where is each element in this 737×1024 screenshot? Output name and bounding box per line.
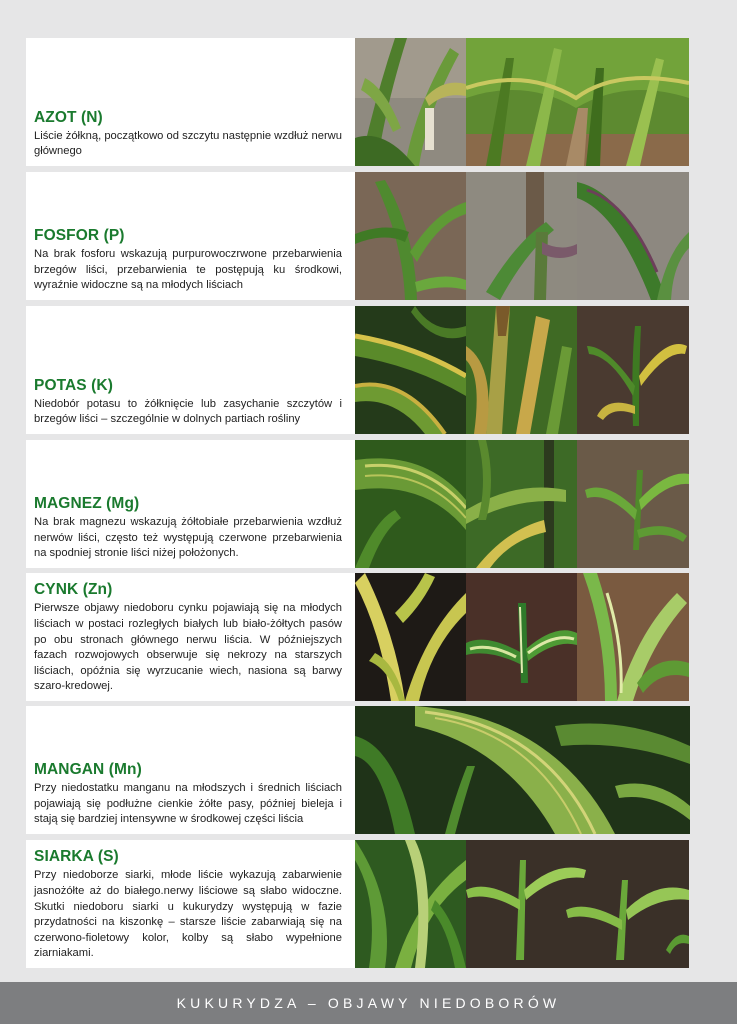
maize-stem-photo [466, 440, 577, 568]
section-title: SIARKA (S) [34, 848, 119, 866]
section-text [26, 706, 355, 834]
section-mangan [26, 706, 690, 834]
section-fosfor [26, 172, 690, 300]
section-text [26, 840, 355, 968]
pale-plant-photo [355, 840, 466, 968]
section-title: MANGAN (Mn) [34, 761, 142, 779]
striped-leaf-photo [355, 440, 466, 568]
young-plant-photo [577, 306, 689, 434]
footer-bar [0, 982, 737, 1024]
section-title: AZOT (N) [34, 108, 103, 126]
photo-strip [355, 840, 689, 968]
seedling-photo [577, 440, 689, 568]
section-title: MAGNEZ (Mg) [34, 495, 140, 513]
white-band-leaf-photo [466, 573, 577, 701]
purple-leaf-photo [577, 172, 689, 300]
pale-whorl-photo [577, 573, 689, 701]
section-text [26, 573, 355, 701]
section-magnez [26, 440, 690, 568]
maize-field-photo [466, 38, 689, 166]
photo-strip [355, 172, 689, 300]
section-siarka [26, 840, 690, 968]
photo-strip [355, 706, 690, 834]
dry-leaves-photo [466, 306, 577, 434]
photo-strip [355, 440, 689, 568]
section-description: Na brak fosforu wskazują purpurowoczrwone przebarwienia brzegów liści, przebarwienia te postępują ku środkowi, wyraźnie widoczne są na młodych liściach [34, 248, 342, 292]
section-description: Przy niedoborze siarki, młode liście wykazują zabarwienie jasnożółte aż do białego.nerwy liściowe są słabo widoczne. Skutki niedoboru siarki u kukurydzy występują w fazie przydatności na kiszonkę – starsze liście zabarwiają się na czerwono-fioletowy kolor, kolby są słabo wypełnione ziarniakami. [34, 869, 342, 960]
section-azot [26, 38, 690, 166]
section-cynk [26, 573, 690, 701]
section-description: Pierwsze objawy niedoboru cynku pojawiają się na młodych liściach w postaci rozległych białych lub biało-żółtych pasów po obu stronach głównego nerwu liścia. W późniejszych fazach rozwojowych obserwuje się nekrozy na starszych liściach, opóźnia się wyrzucanie wiech, nasiona są barwy szaro-kredowej. [34, 602, 342, 693]
section-description: Liście żółkną, początkowo od szczytu następnie wzdłuż nerwu głównego [34, 129, 342, 158]
photo-strip [355, 38, 689, 166]
photo-strip [355, 306, 689, 434]
section-description: Niedobór potasu to żółknięcie lub zasychanie szczytów i brzegów liści – szczególnie w dolnych partiach rośliny [34, 397, 342, 426]
section-text [26, 172, 355, 300]
striped-large-leaf-photo [355, 706, 690, 834]
section-title: FOSFOR (P) [34, 227, 125, 245]
section-text [26, 440, 355, 568]
young-maize-photo [355, 172, 466, 300]
section-title: POTAS (K) [34, 376, 113, 394]
section-description: Przy niedostatku manganu na młodszych i średnich liściach pojawiają się podłużne cienkie żółte pasy, później bieleja i stają się bardziej intensywne w środkowej części liścia [34, 782, 342, 826]
yellow-edge-leaf-photo [355, 306, 466, 434]
section-text [26, 38, 355, 166]
section-text [26, 306, 355, 434]
footer-title: KUKURYDZA – OBJAWY NIEDOBORÓW [176, 995, 561, 1011]
section-title: CYNK (Zn) [34, 581, 113, 599]
maize-leaves-photo [355, 38, 466, 166]
section-potas [26, 306, 690, 434]
seedling-row-photo [466, 840, 689, 968]
section-description: Na brak magnezu wskazują żółtobiałe przebarwienia wzdłuż nerwów liści, często też występują czerwone przebarwienia na spodniej stronie liści niżej położonych. [34, 516, 342, 560]
purple-stem-photo [466, 172, 577, 300]
yellow-leaves-photo [355, 573, 466, 701]
photo-strip [355, 573, 689, 701]
